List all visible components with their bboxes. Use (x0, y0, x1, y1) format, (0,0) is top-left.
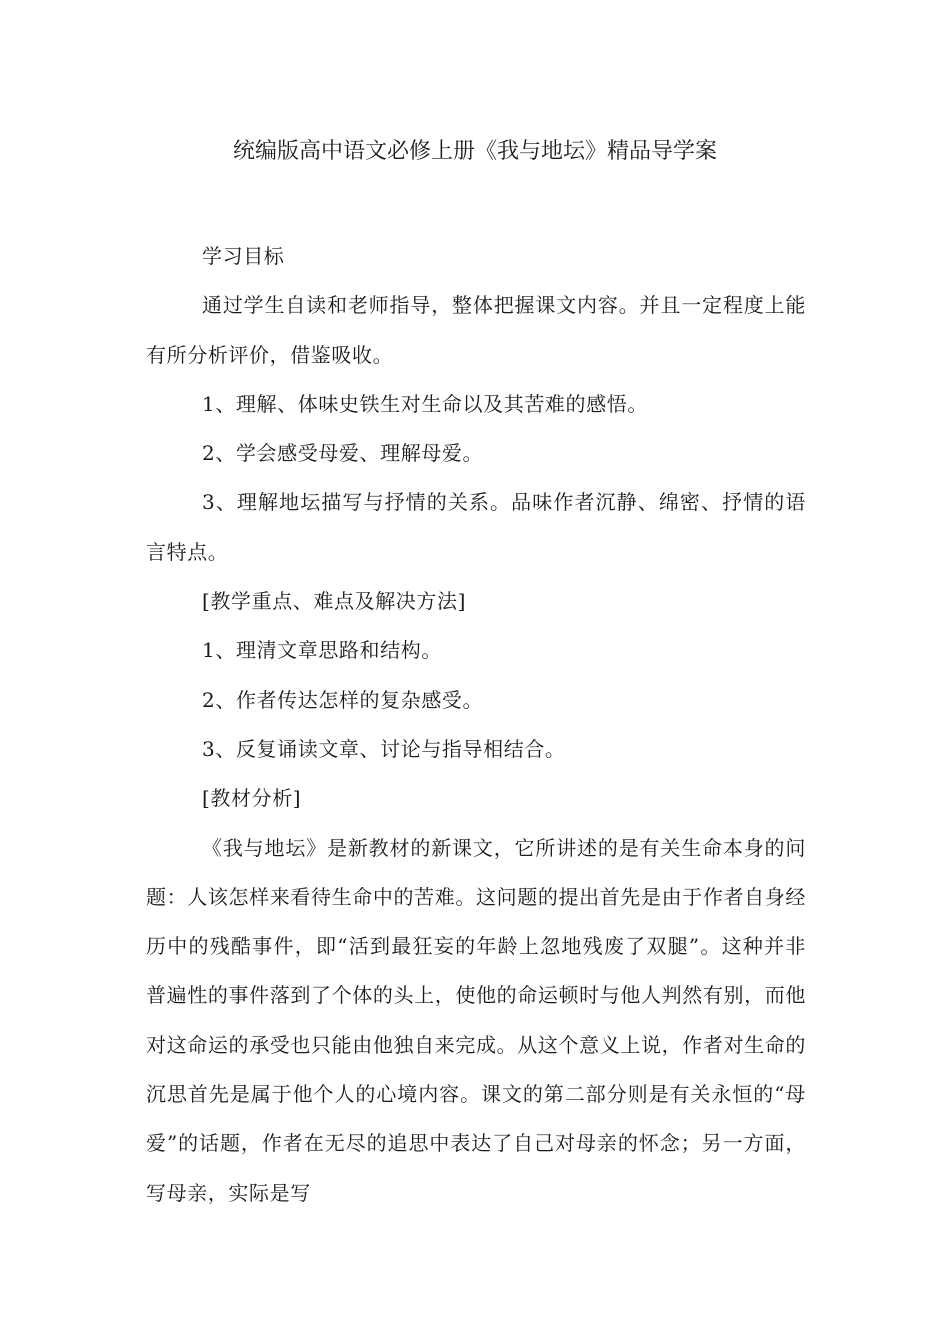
list-item: 3、理解地坛描写与抒情的关系。品味作者沉静、绵密、抒情的语言特点。 (146, 490, 806, 564)
heading-learning-goals: 学习目标 (202, 244, 285, 268)
list-item: 2、学会感受母爱、理解母爱。 (202, 441, 484, 466)
list-item: 1、理清文章思路和结构。 (202, 638, 442, 663)
paragraph: 《我与地坛》是新教材的新课文，它所讲述的是有关生命本身的问题：人该怎样来看待生命中的苦难。这问题的提出首先是由于作者自身经历中的残酷事件，即“活到最狂妄的年龄上忽地残废了双腿”。这种并非普遍性的事件落到了个体的头上，使他的命运顿时与他人判然有别，而他对这命运的承受也只能由他独自来完成。从这个意义上说，作者对生命的沉思首先是属于他个人的心境内容。课文的第二部分则是有关永恒的“母爱”的话题，作者在无尽的追思中表达了自己对母亲的怀念；另一方面，写母亲，实际是写 (146, 835, 806, 1205)
list-item: 1、理解、体味史铁生对生命以及其苦难的感悟。 (202, 391, 648, 416)
document-body (146, 232, 806, 1218)
section-heading: [教学重点、难点及解决方法] (202, 589, 467, 614)
document-title: 统编版高中语文必修上册《我与地坛》精品导学案 (232, 139, 717, 164)
list-item: 3、反复诵读文章、讨论与指导相结合。 (202, 736, 566, 761)
paragraph: 通过学生自读和老师指导，整体把握课文内容。并且一定程度上能有所分析评价，借鉴吸收。 (146, 293, 806, 367)
section-heading: [教材分析] (202, 786, 302, 811)
list-item: 2、作者传达怎样的复杂感受。 (202, 687, 484, 712)
